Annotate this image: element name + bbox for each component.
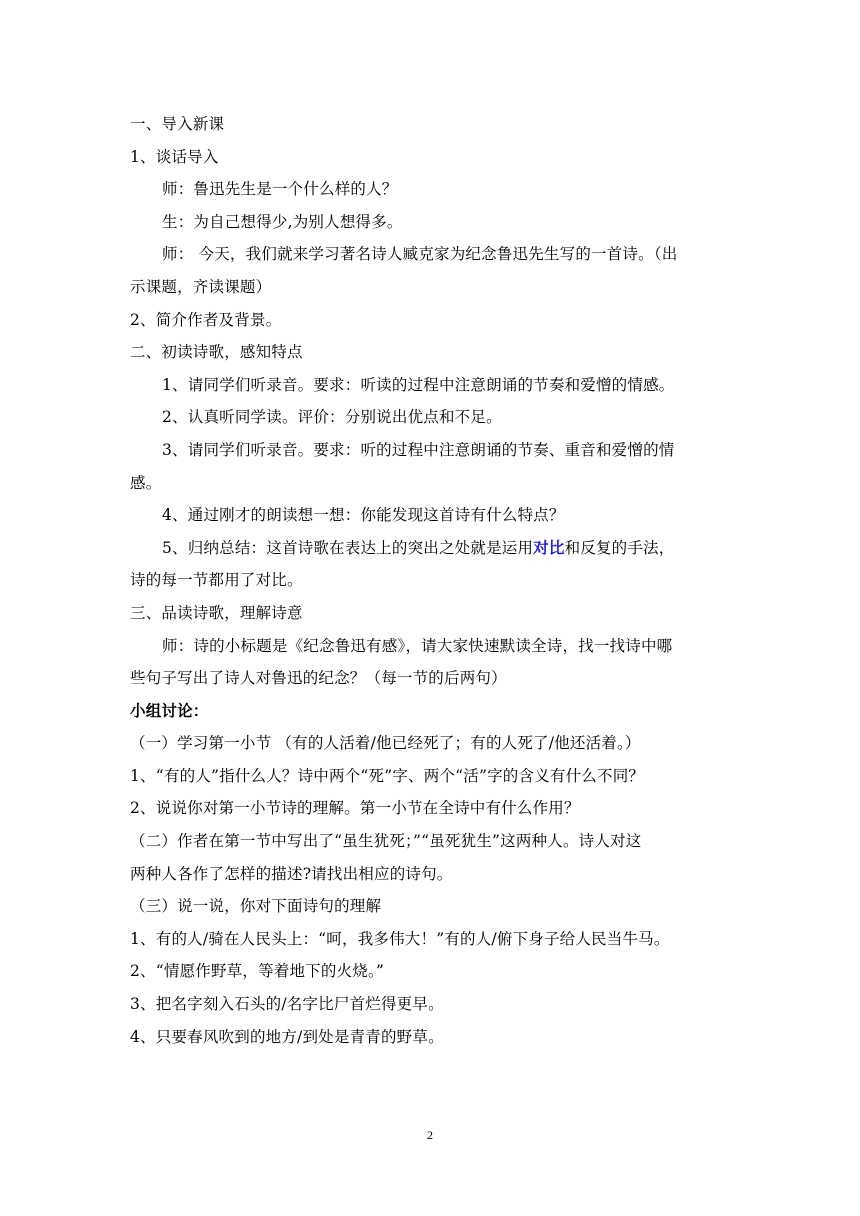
discussion-question-2: 2、说说你对第一小节诗的理解。第一小节在全诗中有什么作用？ bbox=[130, 799, 580, 818]
document-body bbox=[130, 108, 730, 1053]
step-5-line-1 bbox=[130, 532, 730, 565]
teacher-prompt-line-1: 师：诗的小标题是《纪念鲁迅有感》，请大家快速默读全诗，找一找诗中哪 bbox=[162, 636, 673, 655]
poem-line-3: 3、把名字刻入石头的/名字比尸首烂得更早。 bbox=[130, 995, 444, 1014]
teacher-intro-line-1: 师： 今天，我们就来学习著名诗人臧克家为纪念鲁迅先生写的一首诗。（出 bbox=[162, 245, 678, 264]
step-5-text-before: 5、归纳总结：这首诗歌在表达上的突出之处就是运用 bbox=[162, 538, 534, 557]
teacher-prompt-line-2: 些句子写出了诗人对鲁迅的纪念？（每一节的后两句） bbox=[130, 669, 507, 688]
page-number: 2 bbox=[427, 1128, 433, 1142]
poem-line-1: 1、有的人/骑在人民头上：“呵，我多伟大！”有的人/俯下身子给人民当牛马。 bbox=[130, 929, 670, 948]
contrast-highlight: 对比 bbox=[533, 537, 565, 557]
poem-line-4: 4、只要春风吹到的地方/到处是青青的野草。 bbox=[130, 1027, 444, 1046]
teacher-intro-line-2: 示课题，齐读课题） bbox=[130, 277, 272, 296]
discussion-part-2-line-2: 两种人各作了怎样的描述?请找出相应的诗句。 bbox=[130, 864, 453, 883]
step-1: 1、请同学们听录音。要求：听读的过程中注意朗诵的节奏和爱憎的情感。 bbox=[162, 375, 675, 394]
discussion-part-2-line-1: （二）作者在第一节中写出了“虽生犹死；”“虽死犹生”这两种人。诗人对这 bbox=[130, 832, 642, 851]
poem-line-2: 2、“情愿作野草，等着地下的火烧。” bbox=[130, 962, 385, 981]
section-heading-3: 三、品读诗歌，理解诗意 bbox=[130, 603, 303, 622]
step-5-text-after: 和反复的手法， bbox=[564, 538, 675, 557]
step-5-line-2: 诗的每一节都用了对比。 bbox=[130, 571, 303, 590]
discussion-question-1: 1、“有的人”指什么人？诗中两个“死”字、两个“活”字的含义有什么不同？ bbox=[130, 766, 645, 785]
teacher-question: 师：鲁迅先生是一个什么样的人？ bbox=[162, 180, 398, 199]
section-heading-2: 二、初读诗歌，感知特点 bbox=[130, 343, 303, 362]
group-discussion-heading: 小组讨论： bbox=[130, 700, 209, 720]
discussion-part-3: （三）说一说，你对下面诗句的理解 bbox=[130, 897, 382, 916]
section-heading-1: 一、导入新课 bbox=[130, 115, 225, 133]
discussion-part-1: （一）学习第一小节 （有的人活着/他已经死了；有的人死了/他还活着。） bbox=[130, 734, 641, 753]
step-4: 4、通过刚才的朗读想一想：你能发现这首诗有什么特点？ bbox=[162, 506, 565, 525]
subheading-author-background: 2、简介作者及背景。 bbox=[130, 310, 282, 329]
step-3-line-2: 感。 bbox=[130, 473, 162, 492]
step-3-line-1: 3、请同学们听录音。要求：听的过程中注意朗诵的节奏、重音和爱憎的情 bbox=[162, 440, 675, 459]
step-2: 2、认真听同学读。评价：分别说出优点和不足。 bbox=[162, 408, 502, 427]
subheading-talk-intro: 1、谈话导入 bbox=[130, 147, 219, 166]
student-answer: 生：为自己想得少,为别人想得多。 bbox=[162, 212, 403, 231]
